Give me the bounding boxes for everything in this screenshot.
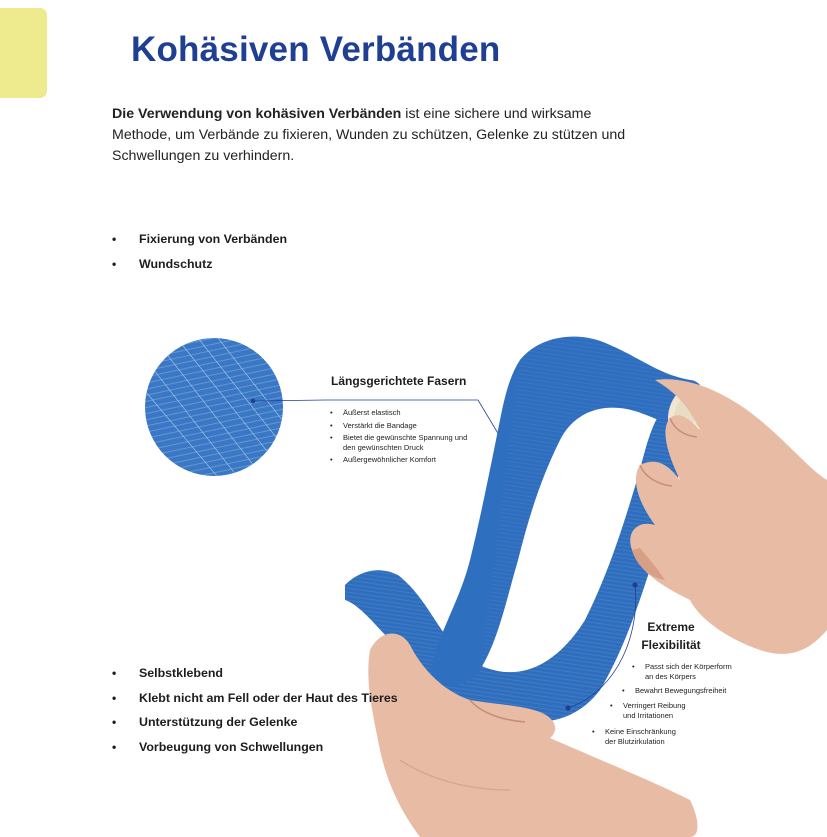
flex-callout-title: Extreme Flexibilität xyxy=(641,620,701,652)
flex-feature-list xyxy=(610,701,730,723)
intro-line3: Schwellungen zu verhindern. xyxy=(112,148,295,164)
bottom-bullet-list xyxy=(112,666,398,764)
list-item: • Bewahrt Bewegungsfreiheit xyxy=(622,686,742,696)
list-item: • Vorbeugung von Schwellungen xyxy=(112,740,398,765)
list-item: • Unterstützung der Gelenke xyxy=(112,715,398,740)
flex-feature-list xyxy=(632,662,752,684)
list-item: • Wundschutz xyxy=(112,257,287,282)
connector-dot xyxy=(632,582,637,587)
list-item: • Klebt nicht am Fell oder der Haut des Tieres xyxy=(112,691,398,716)
connector-dot xyxy=(251,399,256,404)
list-item: • Keine Einschränkung der Blutzirkulation xyxy=(592,727,712,746)
intro-line2: Methode, um Verbände zu fixieren, Wunden zu schützen, Gelenke zu stützen und xyxy=(112,127,626,143)
intro-line1: ist eine sichere und wirksame xyxy=(401,106,592,122)
list-item: • Passt sich der Körperform an des Körpers xyxy=(632,662,752,681)
list-item: • Selbstklebend xyxy=(112,666,398,691)
list-item: • Außergewöhnlicher Komfort xyxy=(330,455,470,465)
connector-dot xyxy=(565,705,570,710)
flex-feature-list xyxy=(592,727,712,749)
intro-bold: Die Verwendung von kohäsiven Verbänden xyxy=(112,106,402,122)
list-item: • Bietet die gewünschte Spannung und den gewünschten Druck xyxy=(330,433,470,452)
flex-feature-list xyxy=(622,686,742,699)
list-item: • Fixierung von Verbänden xyxy=(112,232,287,257)
list-item: • Äußerst elastisch xyxy=(330,408,470,418)
page-title: Kohäsiven Verbänden xyxy=(131,30,501,69)
fiber-closeup-circle xyxy=(140,338,290,482)
fibers-feature-list xyxy=(330,408,470,468)
list-item: • Verringert Reibung und Irritationen xyxy=(610,701,730,720)
list-item: • Verstärkt die Bandage xyxy=(330,421,470,431)
fibers-callout-title: Längsgerichtete Fasern xyxy=(331,374,467,388)
